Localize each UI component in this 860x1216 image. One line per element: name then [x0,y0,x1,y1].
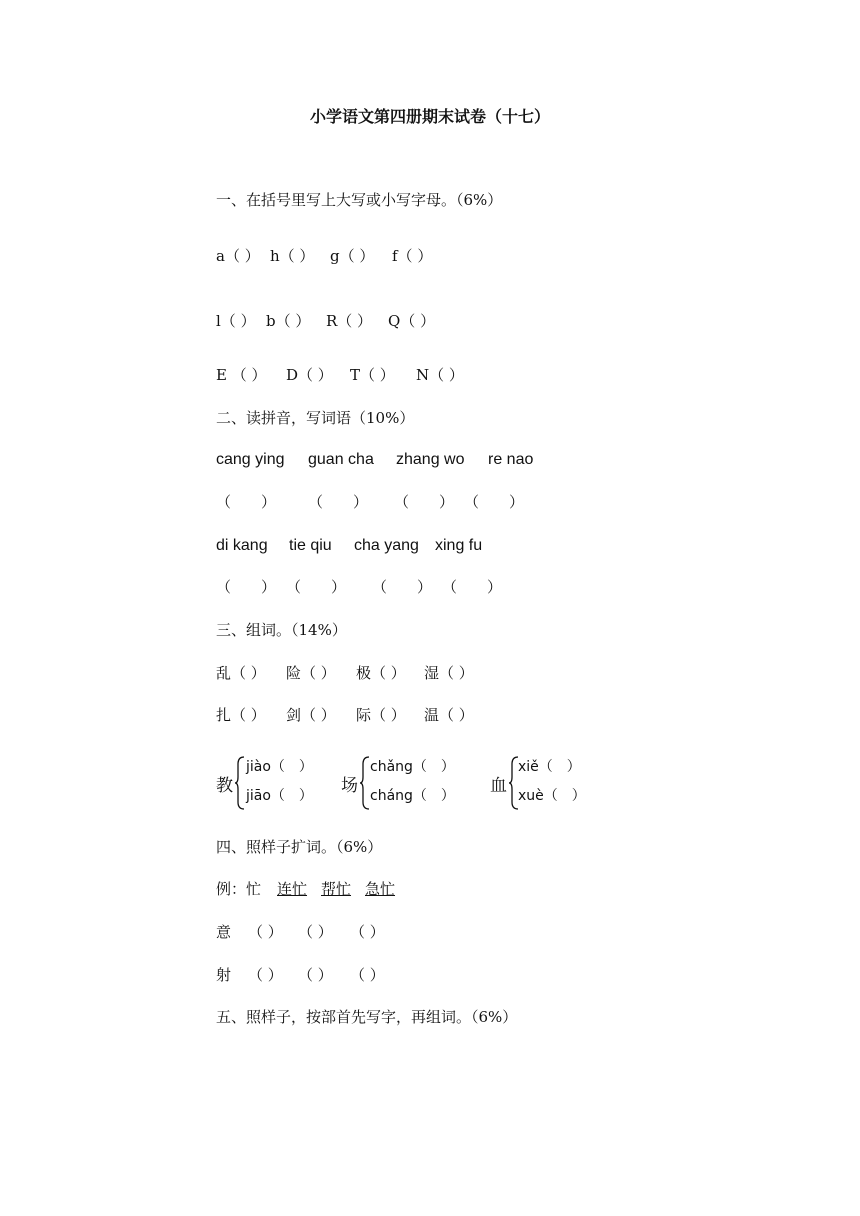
polyphone-reading[interactable]: jiāo（ ） [246,788,313,804]
polyphone-group [490,754,600,814]
word-blank[interactable]: （ ） [442,578,503,596]
word-blank[interactable]: （ ） [216,578,277,596]
q4-example [216,879,395,899]
char-blank[interactable]: 险（ ） [286,664,336,682]
polyphone-reading[interactable]: chǎng（ ） [370,759,455,775]
expand-blank[interactable]: （ ） [298,923,333,941]
example-word: 连忙 [277,880,308,898]
q4-row-2 [216,965,385,985]
pinyin-word: xing fu [435,537,483,554]
q2-pinyin-row-2 [216,536,482,556]
page-title: 小学语文第四册期末试卷（十七） [309,107,550,126]
expand-blank[interactable]: （ ） [298,966,333,984]
example-label: 例：忙 [216,880,262,898]
letter-blank[interactable]: Q（ ） [388,312,436,330]
expand-blank[interactable]: （ ） [350,966,385,984]
expand-blank[interactable]: （ ） [248,966,283,984]
q2-pinyin-row-1 [216,450,533,470]
pinyin-word: di kang [216,537,268,554]
word-blank[interactable]: （ ） [372,578,433,596]
brace-icon [235,756,245,810]
q3-row-2 [216,705,474,725]
expand-char: 意 [216,923,232,941]
q1-row-2 [216,311,435,331]
letter-blank[interactable]: f（ ） [392,247,433,265]
letter-blank[interactable]: g（ ） [330,247,375,265]
q3-row-1 [216,663,474,683]
q1-row-3 [216,365,464,385]
q1-heading: 一、在括号里写上大写或小写字母。（6%） [216,191,503,209]
polyphone-reading[interactable]: xuè（ ） [518,788,586,804]
expand-blank[interactable]: （ ） [248,923,283,941]
pinyin-word: tie qiu [289,537,332,554]
q4-heading: 四、照样子扩词。（6%） [216,838,383,856]
polyphone-char: 教 [216,776,233,796]
polyphone-group [216,754,336,814]
polyphone-char: 场 [341,776,358,796]
example-word: 帮忙 [321,880,352,898]
expand-blank[interactable]: （ ） [350,923,385,941]
char-blank[interactable]: 际（ ） [356,706,406,724]
letter-blank[interactable]: l（ ） [216,312,256,330]
letter-blank[interactable]: D（ ） [286,366,333,384]
letter-blank[interactable]: T（ ） [350,366,395,384]
q1-row-1 [216,246,432,266]
word-blank[interactable]: （ ） [308,493,369,511]
polyphone-reading[interactable]: xiě（ ） [518,759,581,775]
char-blank[interactable]: 剑（ ） [286,706,336,724]
polyphone-reading[interactable]: cháng（ ） [370,788,455,804]
char-blank[interactable]: 湿（ ） [424,664,474,682]
pinyin-word: zhang wo [396,451,465,468]
char-blank[interactable]: 温（ ） [424,706,474,724]
char-blank[interactable]: 极（ ） [356,664,406,682]
pinyin-word: guan cha [308,451,374,468]
brace-icon [360,756,370,810]
letter-blank[interactable]: E （ ） [216,366,267,384]
q3-heading: 三、组词。（14%） [216,621,347,639]
polyphone-group [341,754,471,814]
char-blank[interactable]: 乱（ ） [216,664,266,682]
letter-blank[interactable]: N（ ） [416,366,464,384]
pinyin-word: cha yang [354,537,419,554]
word-blank[interactable]: （ ） [464,493,525,511]
q2-blank-row-1 [216,492,524,512]
word-blank[interactable]: （ ） [394,493,455,511]
word-blank[interactable]: （ ） [216,493,277,511]
pinyin-word: re nao [488,451,534,468]
char-blank[interactable]: 扎（ ） [216,706,266,724]
word-blank[interactable]: （ ） [286,578,347,596]
polyphone-char: 血 [490,776,507,796]
letter-blank[interactable]: R（ ） [326,312,373,330]
polyphone-reading[interactable]: jiào（ ） [246,759,313,775]
q5-heading: 五、照样子，按部首先写字，再组词。（6%） [216,1008,518,1026]
q4-row-1 [216,922,385,942]
expand-char: 射 [216,966,232,984]
pinyin-word: cang ying [216,451,285,468]
letter-blank[interactable]: a（ ） [216,247,260,265]
example-word: 急忙 [365,880,396,898]
letter-blank[interactable]: h（ ） [270,247,315,265]
q2-blank-row-2 [216,577,502,597]
letter-blank[interactable]: b（ ） [266,312,311,330]
q2-heading: 二、读拼音，写词语（10%） [216,409,415,427]
